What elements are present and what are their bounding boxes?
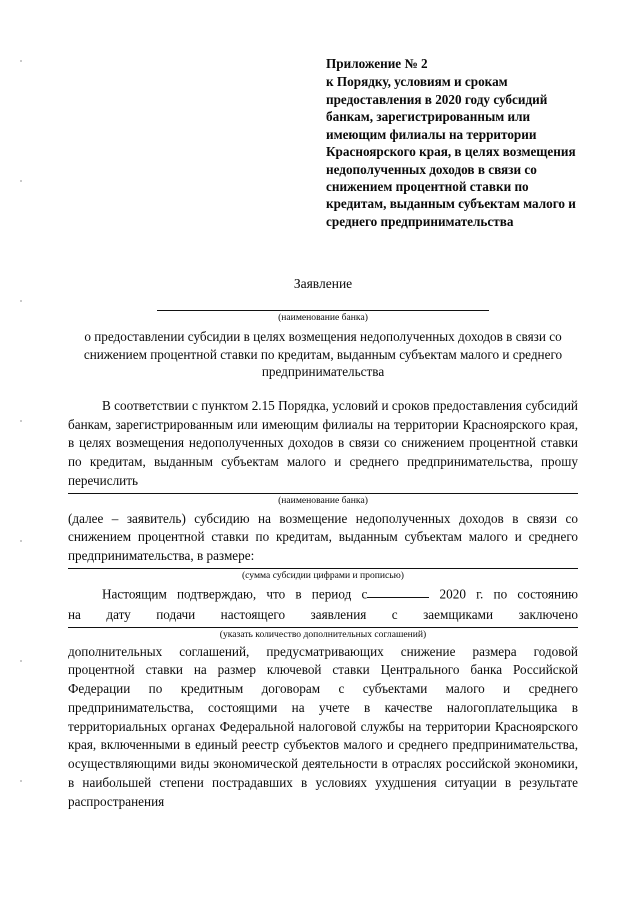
body-paragraph-3-part-b: 2020 г. по состоянию (439, 586, 578, 602)
caption-agreements-count: (указать количество дополнительных соглашений) (219, 628, 427, 640)
bank-name-rule-2 (68, 493, 578, 494)
appendix-header (326, 55, 576, 230)
body-paragraph-4: дополнительных соглашений, предусматривающих снижение размера годовой процентной ставки на размер ключевой ставки Центрального банка Российской Федерации по кредитным договорам с субъектами малого и среднего предпринимательства, состоящими на учете в качестве налогоплательщика в территориальных органах Федеральной налоговой службы на территории Красноярского края, включенными в единый реестр субъектов малого и среднего предпринимательства, осуществляющими виды экономической деятельности в отраслях российской экономики, в наибольшей степени пострадавших в условиях ухудшения ситуации в результате распространения (68, 643, 578, 809)
body-paragraph-3-part-a: Настоящим подтверждаю, что в период с (102, 586, 368, 602)
subject-line: о предоставлении субсидии в целях возмещения недополученных доходов в связи со снижением процентной ставки по кредитам, выданным субъектам малого и среднего предпринимательства (83, 329, 563, 380)
subsidy-sum-rule (68, 568, 578, 569)
agreements-count-rule (68, 627, 578, 628)
page-title: Заявление (293, 276, 353, 292)
body-paragraph-3 (68, 585, 578, 604)
body-paragraph-3-continued: на дату подачи настоящего заявления с заемщиками заключено (68, 607, 578, 622)
appendix-title: Приложение № 2 (326, 56, 428, 71)
body-paragraph-2: (далее – заявитель) субсидию на возмещение недополученных доходов в связи со снижением процентной ставки по кредитам, выданным субъектам малого и среднего предпринимательства, в размере: (68, 510, 578, 563)
bank-name-rule-1 (157, 310, 489, 311)
caption-bank-name-2: (наименование банка) (278, 494, 368, 506)
margin-punch-marks (20, 0, 30, 900)
caption-subsidy-sum: (сумма субсидии цифрами и прописью) (241, 569, 405, 581)
body-paragraph-1: В соответствии с пунктом 2.15 Порядка, условий и сроков предоставления субсидий банкам, зарегистрированным или имеющим филиалы на территории Красноярского края, в целях возмещения недополученных доходов в связи со снижением процентной ставки по кредитам, выданным субъектам малого и среднего предпринимательства, прошу перечислить (68, 397, 578, 488)
caption-bank-name-1: (наименование банка) (278, 312, 368, 324)
appendix-reference-text: к Порядку, условиям и срокам предоставления в 2020 году субсидий банкам, зарегистрированным или имеющим филиалы на территории Красноярского края, в целях возмещения недополученных доходов в связи со снижением процентной ставки по кредитам, выданным субъектам малого и среднего предпринимательства (326, 74, 576, 229)
period-start-blank[interactable] (367, 585, 429, 599)
